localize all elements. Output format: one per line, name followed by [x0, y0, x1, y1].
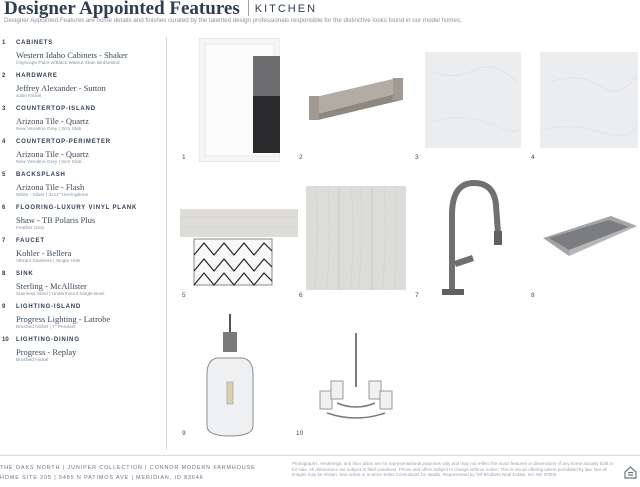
cabinet-door-image [199, 38, 280, 162]
spec-detail: White - Silver | 3x12" Herringbone [16, 193, 89, 198]
spec-item [2, 172, 162, 205]
spec-category: LIGHTING-DINING [16, 337, 80, 343]
spec-category: COUNTERTOP-PERIMETER [16, 139, 111, 145]
spec-product: Arizona Tile - Flash [16, 182, 85, 192]
spec-number: 6 [2, 205, 6, 211]
spec-product: Progress Lighting - Latrobe [16, 314, 111, 324]
spec-product: Arizona Tile - Quartz [16, 149, 89, 159]
swatch-label-1: 1 [182, 154, 186, 161]
faucet-image [432, 175, 507, 297]
quartz-image [425, 52, 521, 148]
backsplash-swatch [180, 209, 298, 287]
swatch-label-7: 7 [415, 292, 419, 299]
quartz-image [540, 52, 638, 148]
spec-number: 8 [2, 271, 6, 277]
spec-item [2, 271, 162, 304]
countertop-perimeter-swatch [540, 52, 638, 148]
spec-detail: Satin Nickel [16, 94, 42, 99]
spec-product: Kohler - Bellera [16, 248, 72, 258]
spec-item [2, 337, 162, 370]
spec-item [2, 205, 162, 238]
swatch-label-6: 6 [299, 292, 303, 299]
spec-category: COUNTERTOP-ISLAND [16, 106, 96, 112]
footer-homesite-line: HOME SITE 205 | 5485 N PATIMOS AVE | MERIDIAN, ID 83646 [0, 475, 204, 481]
backsplash-image [180, 209, 298, 287]
spec-item [2, 304, 162, 337]
spec-category: LIGHTING-ISLAND [16, 304, 81, 310]
spec-detail: Vibrant Stainless | Single Hole [16, 259, 81, 264]
cabinet-swatch [199, 38, 280, 162]
title-text: Designer Appointed Features [4, 0, 240, 19]
spec-product: Western Idaho Cabinets - Shaker [16, 50, 128, 60]
pendant-image [203, 314, 257, 438]
spec-item [2, 106, 162, 139]
hardware-swatch [305, 70, 405, 130]
spec-number: 2 [2, 73, 6, 79]
spec-detail: Cityscape Paint w/Black Walnut Stain Birdseland [16, 61, 120, 66]
spec-category: FLOORING-LUXURY VINYL PLANK [16, 205, 138, 211]
spec-item [2, 139, 162, 172]
footer-address [0, 463, 256, 483]
title-divider [248, 0, 249, 16]
spec-product: Sterling - McAllister [16, 281, 87, 291]
vertical-divider [166, 37, 167, 450]
spec-category: FAUCET [16, 238, 45, 244]
spec-number: 10 [2, 337, 9, 343]
spec-product: Jeffrey Alexander - Sutton [16, 83, 106, 93]
spec-category: CABINETS [16, 40, 54, 46]
page-subtitle: Designer Appointed Features are home details and finishes curated by the talented design professionals responsible for the distinctive looks found in our model homes. [4, 17, 462, 24]
spec-detail: Brushed Nickel [16, 358, 49, 363]
drawer-pull-image [305, 70, 405, 130]
spec-item [2, 73, 162, 106]
spec-product: Arizona Tile - Quartz [16, 116, 89, 126]
spec-number: 4 [2, 139, 6, 145]
swatch-label-8: 8 [531, 292, 535, 299]
footer-disclaimer: Photographs, renderings, and floor plans are for representational purposes only and may not reflect the exact features or dimensions of any home actually built or for sale. All dimensions are subject to field variations. Prices and offers subject to change without notice. This is not an offering where prohibited by law. Not all images may be shown. See online or in-store Sales Consultants for details. Represented by Toll Brothers Real Estate, Inc. RE #0000 [292, 461, 614, 478]
footer-community-line: THE OAKS NORTH | JUNIPER COLLECTION | CONNOR MODERN FARMHOUSE [0, 465, 256, 471]
spec-category: BACKSPLASH [16, 172, 66, 178]
swatch-label-2: 2 [299, 154, 303, 161]
spec-category: HARDWARE [16, 73, 58, 79]
swatch-label-4: 4 [531, 154, 535, 161]
chandelier-image [317, 333, 395, 425]
spec-list [2, 40, 162, 370]
faucet-swatch [432, 175, 507, 297]
spec-detail: New Venatino Grey | 3cm Slab [16, 127, 82, 132]
countertop-island-swatch [425, 52, 521, 148]
lighting-island-swatch [203, 314, 257, 438]
spec-number: 3 [2, 106, 6, 112]
swatch-label-9: 9 [182, 430, 186, 437]
sink-swatch [541, 212, 638, 262]
spec-number: 1 [2, 40, 6, 46]
room-name: KITCHEN [254, 3, 318, 15]
lighting-dining-swatch [317, 333, 395, 425]
spec-detail: Brushed Nickel | 7" Pendant [16, 325, 76, 330]
spec-category: SINK [16, 271, 34, 277]
swatch-label-5: 5 [182, 292, 186, 299]
sink-image [541, 212, 638, 262]
spec-product: Progress - Replay [16, 347, 77, 357]
spec-detail: Stainless Steel | Undermount Single Bowl [16, 292, 105, 297]
spec-number: 7 [2, 238, 6, 244]
spec-item [2, 40, 162, 73]
vinyl-plank-image [306, 186, 406, 290]
spec-number: 9 [2, 304, 6, 310]
spec-number: 5 [2, 172, 6, 178]
swatch-label-10: 10 [296, 430, 304, 437]
spec-detail: New Venatino Grey | 3cm Slab [16, 160, 82, 165]
equal-housing-icon [624, 466, 637, 479]
flooring-swatch [306, 186, 406, 290]
spec-item [2, 238, 162, 271]
footer-divider [0, 455, 640, 456]
swatch-label-3: 3 [415, 154, 419, 161]
spec-product: Shaw - TB Polaris Plus [16, 215, 96, 225]
spec-detail: Feather Grey [16, 226, 45, 231]
